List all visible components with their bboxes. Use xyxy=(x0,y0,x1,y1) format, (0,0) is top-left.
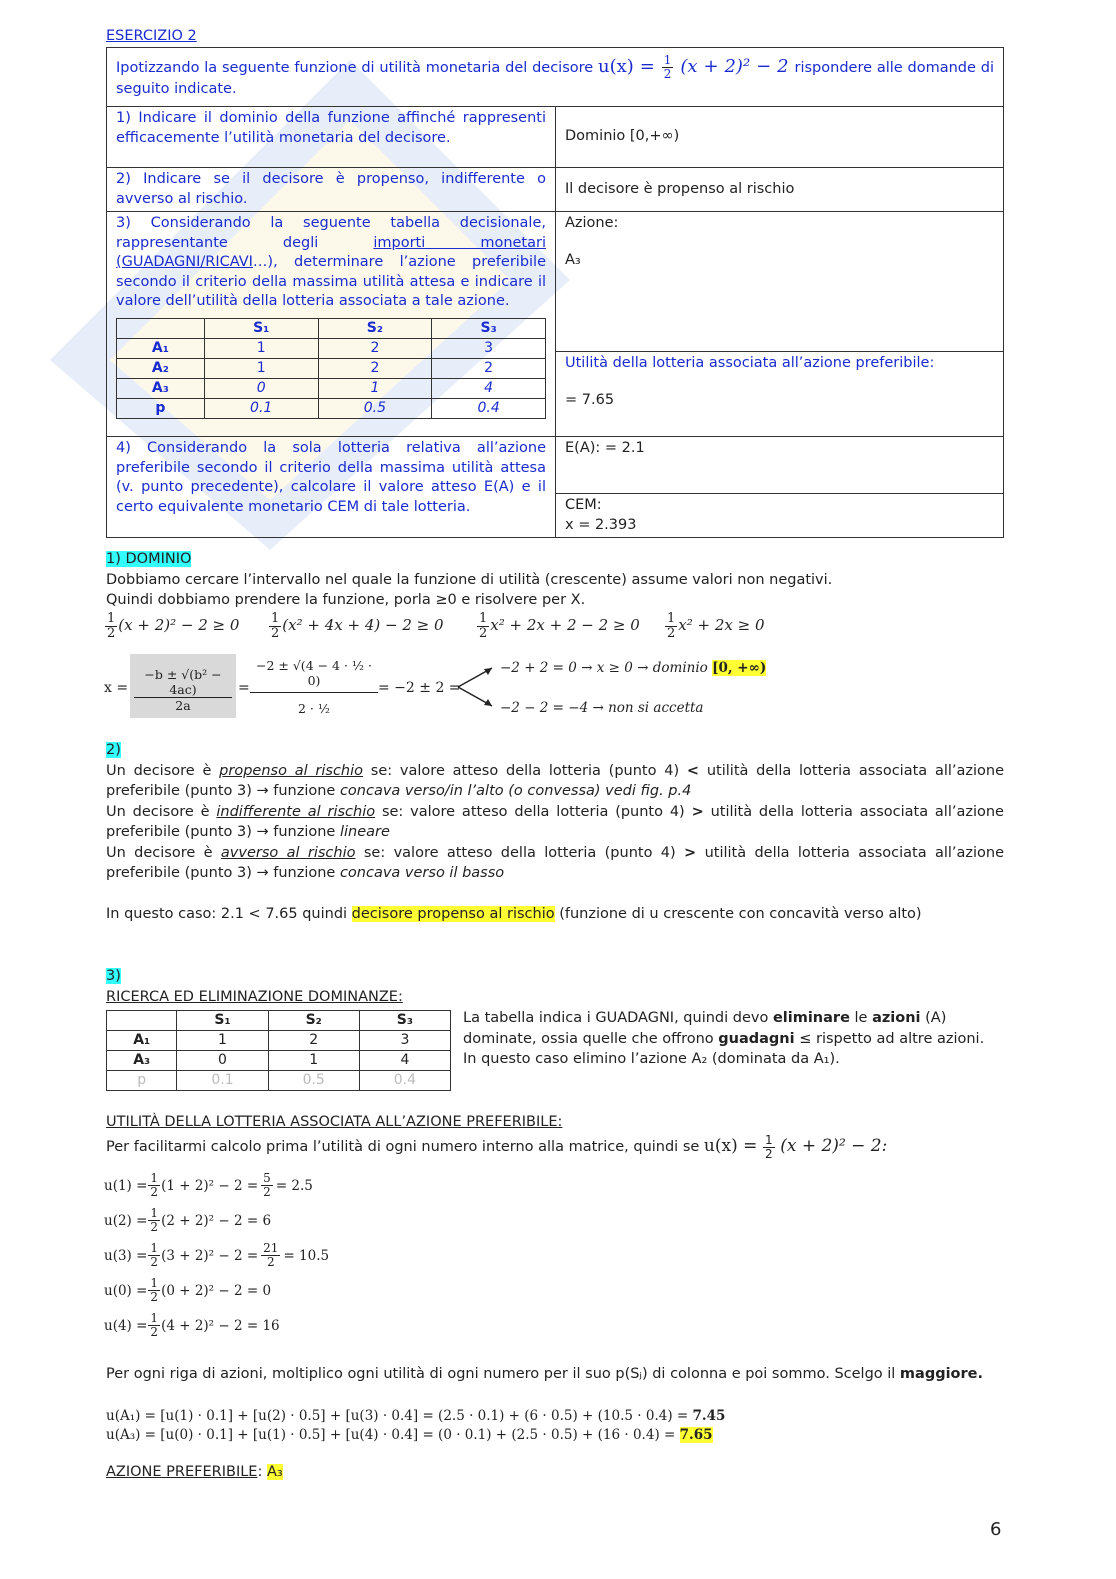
answer-4-cem-label: CEM: xyxy=(565,497,602,513)
dominance-header-0 xyxy=(107,1011,177,1031)
question-4: 4) Considerando la sola lotteria relativa all’azione preferibile secondo il criterio della massima utilità attesa (v. punto precedente), calcolare il valore atteso E(A) e il certo equivalente monetario CEM di tale lotteria. xyxy=(107,437,556,538)
equals-sign: = xyxy=(238,680,250,696)
question-3: 3) Considerando la seguente tabella decisionale, rappresentante degli importi monetari (GUADAGNI/RICAVI…), determinare l’azione preferibile secondo il criterio della massima utilità attesa e indicare il valore dell’utilità della lotteria associata a tale azione. S₁ S₂ S₃ A₁ 1 2 3 A₂ 1 2 2 A₃ 0 1 4 p 0.1 0.5 0.4 xyxy=(107,212,556,437)
answer-3-action xyxy=(556,212,1004,352)
decision-row xyxy=(117,398,546,418)
decision-row xyxy=(117,378,546,398)
utility-line: u(4) = $\frac{1}{2}$ (4 + 2)² − 2 = 16 xyxy=(104,1311,280,1339)
section-2 xyxy=(106,740,1004,924)
decision-header-2: S₂ xyxy=(318,318,432,338)
answer-2: Il decisore è propenso al rischio xyxy=(556,168,1004,212)
dominance-row xyxy=(107,1031,451,1051)
decision-header-1: S₁ xyxy=(204,318,318,338)
decision-header-0 xyxy=(117,318,205,338)
sub-result: = −2 ± 2 = xyxy=(378,680,461,696)
answer-3-value: A₃ xyxy=(565,251,581,268)
answer-4-cem xyxy=(556,494,1004,538)
section-1-p1: Dobbiamo cercare l’intervallo nel quale la funzione di utilità (crescente) assume valori non negativi. xyxy=(106,571,833,588)
answer-4-cem-value: x = 2.393 xyxy=(565,516,637,533)
section-1-title: 1) DOMINIO xyxy=(106,551,192,567)
decision-cell: A₂ xyxy=(117,358,205,378)
answer-4-ea: E(A): = 2.1 xyxy=(556,437,1004,494)
dominance-header-2: S₂ xyxy=(268,1011,359,1031)
intro-text-after: rispondere alle domande di seguito indicate. xyxy=(116,60,994,98)
risk-conclusion: In questo caso: 2.1 < 7.65 quindi decisore propenso al rischio (funzione di u crescente con concavità verso alto) xyxy=(106,905,922,922)
dominance-header-3: S₃ xyxy=(359,1011,450,1031)
dominance-cell: 0.5 xyxy=(268,1071,359,1091)
decision-row xyxy=(117,338,546,358)
utility-calculations xyxy=(104,1168,329,1343)
question-1: 1) Indicare il dominio della funzione affinché rappresenti efficacemente l’utilità monetaria del decisore. xyxy=(107,107,556,168)
utility-line: u(3) = $\frac{1}{2}$ (3 + 2)² − 2 = $\frac{21}{2}$ = 10.5 xyxy=(104,1241,330,1269)
branch-arrows xyxy=(456,664,496,710)
question-2: 2) Indicare se il decisore è propenso, indifferente o avverso al rischio. xyxy=(107,168,556,212)
dominance-table xyxy=(106,1010,451,1091)
decision-cell: A₁ xyxy=(117,338,205,358)
page-number: 6 xyxy=(990,1519,1002,1540)
quadratic-formula: −b ± √(b² − 4ac) 2a xyxy=(130,654,236,718)
dominance-cell: 0.1 xyxy=(177,1071,268,1091)
section-3-header xyxy=(106,966,1004,1007)
dominance-row xyxy=(107,1071,451,1091)
dominance-row xyxy=(107,1051,451,1071)
decision-cell: 2 xyxy=(318,338,432,358)
decision-cell: p xyxy=(117,398,205,418)
section-1 xyxy=(106,549,1004,611)
dominance-explanation: La tabella indica i GUADAGNI, quindi devo eliminare le azioni (A) dominate, ossia quelle che offrono guadagni ≤ rispetto ad altre azioni. In questo caso elimino l’azione A₂ (dominata da A₁). xyxy=(463,1010,985,1067)
dominance-cell: p xyxy=(107,1071,177,1091)
section-2-title: 2) xyxy=(106,742,121,758)
substituted-formula: −2 ± √(4 − 4 · ½ · 0) 2 · ½ xyxy=(250,658,378,716)
dominance-cell: 3 xyxy=(359,1031,450,1051)
utility-title: UTILITÀ DELLA LOTTERIA ASSOCIATA ALL’AZIONE PREFERIBILE: xyxy=(106,1114,563,1130)
branch-negative: −2 − 2 = −4 → non si accetta xyxy=(500,700,704,716)
intro-formula: u(x) = $\frac{1}{2}$ (x + 2)² − 2 xyxy=(598,53,789,81)
decision-cell: 4 xyxy=(432,378,546,398)
answer-3-utility-value: = 7.65 xyxy=(565,391,615,408)
dominance-cell: 1 xyxy=(268,1051,359,1071)
decision-cell: 3 xyxy=(432,338,546,358)
decision-cell: 0.5 xyxy=(318,398,432,418)
dominance-cell: A₁ xyxy=(107,1031,177,1051)
answer-3-utility-label: Utilità della lotteria associata all’azione preferibile: xyxy=(565,355,935,371)
dominance-cell: 0 xyxy=(177,1051,268,1071)
answer-3-label: Azione: xyxy=(565,215,619,231)
section-1-p2: Quindi dobbiamo prendere la funzione, porla ≥0 e risolvere per X. xyxy=(106,592,586,608)
exercise-table xyxy=(106,47,1004,538)
decision-cell: A₃ xyxy=(117,378,205,398)
answer-3-utility xyxy=(556,352,1004,437)
decision-cell: 1 xyxy=(204,338,318,358)
utility-intro: Per facilitarmi calcolo prima l’utilità di ogni numero interno alla matrice, quindi se u(x) = $\frac{1}{2}$ (x + 2)² − 2: xyxy=(106,1133,888,1161)
decision-cell: 2 xyxy=(432,358,546,378)
dominance-cell: 0.4 xyxy=(359,1071,450,1091)
equation-4: $\frac{1}{2}$ x² + 2x ≥ 0 xyxy=(667,611,765,641)
dominance-cell: A₃ xyxy=(107,1051,177,1071)
utility-line: u(0) = $\frac{1}{2}$ (0 + 2)² − 2 = 0 xyxy=(104,1276,272,1304)
decision-row xyxy=(117,358,546,378)
equation-3: $\frac{1}{2}$ x² + 2x + 2 − 2 ≥ 0 xyxy=(479,611,640,641)
dominance-cell: 4 xyxy=(359,1051,450,1071)
decision-cell: 0.4 xyxy=(432,398,546,418)
risk-line-3: Un decisore è avverso al rischio se: valore atteso della lotteria (punto 4) > utilità della lotteria associata all’azione preferibile (punto 3) → funzione concava verso il basso xyxy=(106,844,1005,881)
answer-1: Dominio [0,+∞) xyxy=(556,107,1004,168)
decision-cell: 1 xyxy=(204,358,318,378)
section-3-title: 3) xyxy=(106,968,121,984)
per-row-explanation: Per ogni riga di azioni, moltiplico ogni utilità di ogni numero per il suo p(Sⱼ) di colonna e poi sommo. Scelgo il maggiore. xyxy=(106,1366,983,1382)
utility-line: u(2) = $\frac{1}{2}$ (2 + 2)² − 2 = 6 xyxy=(104,1206,272,1234)
dominance-cell: 2 xyxy=(268,1031,359,1051)
x-equals: x = xyxy=(104,680,129,696)
dominance-cell: 1 xyxy=(177,1031,268,1051)
intro-text-before: Ipotizzando la seguente funzione di utilità monetaria del decisore xyxy=(116,60,594,77)
decision-header-3: S₃ xyxy=(432,318,546,338)
equation-2: $\frac{1}{2}$ (x² + 4x + 4) − 2 ≥ 0 xyxy=(271,611,444,641)
decision-cell: 2 xyxy=(318,358,432,378)
expected-utility-a1: u(A₁) = [u(1) · 0.1] + [u(2) · 0.5] + [u(3) · 0.4] = (2.5 · 0.1) + (6 · 0.5) + (10.5 · 0.4) = 7.45 xyxy=(106,1408,726,1424)
preferred-action: AZIONE PREFERIBILE: A₃ xyxy=(106,1464,283,1480)
equation-1: $\frac{1}{2}$ (x + 2)² − 2 ≥ 0 xyxy=(107,611,240,641)
risk-line-2: Un decisore è indifferente al rischio se: valore atteso della lotteria (punto 4) > utilità della lotteria associata all’azione preferibile (punto 3) → funzione lineare xyxy=(106,803,1004,840)
intro-cell xyxy=(107,48,1004,107)
utility-line: u(1) = $\frac{1}{2}$ (1 + 2)² − 2 = $\frac{5}{2}$ = 2.5 xyxy=(104,1171,313,1199)
risk-line-1: Un decisore è propenso al rischio se: valore atteso della lotteria (punto 4) < utilità della lotteria associata all’azione preferibile (punto 3) → funzione concava verso/in l’alto (o convessa) vedi fig. p.4 xyxy=(106,762,1004,799)
dominance-header-1: S₁ xyxy=(177,1011,268,1031)
expected-utility-a3: u(A₃) = [u(0) · 0.1] + [u(1) · 0.5] + [u(4) · 0.4] = (0 · 0.1) + (2.5 · 0.5) + (16 · 0.4) = 7.65 xyxy=(106,1427,713,1443)
decision-cell: 1 xyxy=(318,378,432,398)
branch-positive: −2 + 2 = 0 → x ≥ 0 → dominio [0, +∞) xyxy=(500,660,767,676)
decision-cell: 0 xyxy=(204,378,318,398)
decision-cell: 0.1 xyxy=(204,398,318,418)
exercise-title: ESERCIZIO 2 xyxy=(106,28,197,44)
dominance-title: RICERCA ED ELIMINAZIONE DOMINANZE: xyxy=(106,988,403,1005)
decision-table xyxy=(116,318,546,419)
